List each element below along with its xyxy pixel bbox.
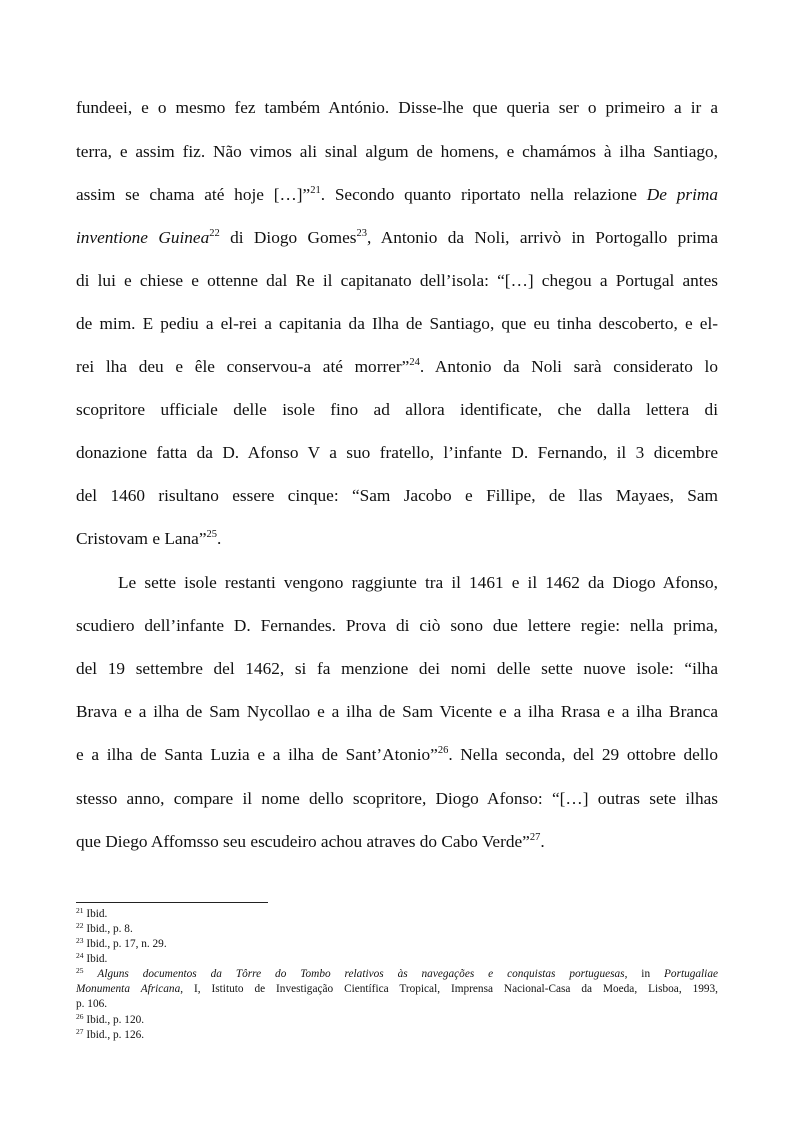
footnote — [76, 938, 718, 951]
text-run: que Diego Affomsso seu escudeiro achou atraves do Cabo Verde” — [76, 832, 530, 851]
text-run: . Antonio da Noli sarà considerato lo — [419, 357, 718, 376]
footnote-number: 23 — [76, 936, 84, 945]
text-run: scopritore ufficiale delle isole fino ad allora identificate, che dalla lettera di — [76, 400, 718, 419]
text-run: Ibid., p. 17, n. 29. — [86, 938, 167, 950]
text-run: donazione fatta da D. Afonso V a suo fratello, l’infante D. Fernando, il 3 dicembre — [76, 443, 718, 462]
italic-text: De prima — [646, 185, 719, 204]
footnote-ref: 26 — [437, 745, 449, 756]
text-run: stesso anno, compare il nome dello scopritore, Diogo Afonso: “[…] outras sete ilhas — [76, 789, 718, 808]
footnote-separator — [76, 902, 268, 903]
paragraph-line — [76, 355, 718, 379]
paragraph-line — [76, 398, 718, 422]
text-run: Ibid., p. 120. — [86, 1014, 145, 1026]
footnote-ref: 24 — [409, 357, 420, 368]
footnote — [76, 923, 718, 936]
text-run: Ibid., p. 126. — [86, 1029, 145, 1041]
text-run: de mim. E pediu a el-rei a capitania da Ilha de Santiago, que eu tinha descoberto, e el- — [76, 314, 718, 333]
paragraph-line — [76, 787, 718, 811]
footnote-ref: 23 — [356, 228, 367, 239]
footnote — [76, 998, 718, 1011]
text-run: assim se chama até hoje […]” — [76, 185, 311, 204]
italic-text: inventione Guinea — [76, 228, 210, 247]
text-run: scudiero dell’infante D. Fernandes. Prova di ciò sono due lettere regie: nella prima, — [76, 616, 718, 635]
footnote-ref: 25 — [206, 529, 218, 540]
paragraph-line — [76, 312, 718, 336]
footnote-ref: 27 — [529, 832, 541, 843]
italic-text: Alguns documentos da Tôrre do Tombo relativos às navegações e conquistas portuguesas — [97, 968, 625, 980]
text-run: del 1460 risultano essere cinque: “Sam Jacobo e Fillipe, de llas Mayaes, Sam — [76, 486, 718, 505]
paragraph-line — [76, 183, 718, 207]
paragraph-line — [76, 484, 718, 508]
text-run: . — [540, 832, 545, 851]
paragraph-line — [76, 614, 718, 638]
footnote — [76, 908, 718, 921]
paragraph-line — [76, 140, 718, 164]
text-run: p. 106. — [76, 998, 108, 1010]
text-run: Le sette isole restanti vengono raggiunte tra il 1461 e il 1462 da Diogo Afonso, — [118, 573, 718, 592]
text-run: Ibid. — [86, 908, 108, 920]
footnote-ref: 21 — [310, 185, 321, 196]
paragraph-line — [76, 743, 718, 767]
paragraph-line — [76, 226, 718, 250]
text-run: , Antonio da Noli, arrivò in Portogallo prima — [366, 228, 718, 247]
text-run: . Secondo quanto riportato nella relazione — [320, 185, 647, 204]
italic-text: Monumenta Africana — [76, 983, 181, 995]
footnote — [76, 983, 718, 996]
text-run: . Nella seconda, del 29 ottobre dello — [448, 745, 719, 764]
footnote-number: 27 — [76, 1027, 84, 1036]
footnote-number: 21 — [76, 906, 84, 915]
paragraph-line — [76, 441, 718, 465]
footnote-number: 22 — [76, 921, 84, 930]
text-run: rei lha deu e êle conservou-a até morrer” — [76, 357, 410, 376]
text-run: e a ilha de Santa Luzia e a ilha de Sant’Atonio” — [76, 745, 438, 764]
paragraph-line — [76, 527, 718, 551]
text-run: di lui e chiese e ottenne dal Re il capitanato dell’isola: “[…] chegou a Portugal antes — [76, 271, 718, 290]
italic-text: Portugaliae — [664, 968, 718, 980]
paragraph-line — [76, 96, 718, 120]
text-run: Ibid. — [86, 953, 108, 965]
text-run: del 19 settembre del 1462, si fa menzione dei nomi delle sette nuove isole: “ilha — [76, 659, 718, 678]
text-run: , in — [624, 968, 665, 980]
text-run: fundeei, e o mesmo fez também António. Disse-lhe que queria ser o primeiro a ir a — [76, 98, 718, 117]
footnote-number: 24 — [76, 951, 84, 960]
text-run: terra, e assim fiz. Não vimos ali sinal algum de homens, e chamámos à ilha Santiago, — [76, 142, 718, 161]
footnote — [76, 953, 718, 966]
text-run: di Diogo Gomes — [219, 228, 357, 247]
paragraph-line — [76, 657, 718, 681]
text-run: , I, Istituto de Investigação Científica Tropical, Imprensa Nacional-Casa da Moeda, Lisboa, 1993, — [180, 983, 718, 995]
footnote — [76, 968, 718, 981]
paragraph-line — [76, 830, 718, 854]
footnote — [76, 1014, 718, 1027]
footnote-ref: 22 — [209, 228, 220, 239]
text-run: Cristovam e Lana” — [76, 529, 207, 548]
footnote-number: 26 — [76, 1012, 84, 1021]
paragraph-line — [76, 700, 718, 724]
text-run: Ibid., p. 8. — [86, 923, 133, 935]
text-run: Brava e a ilha de Sam Nycollao e a ilha de Sam Vicente e a ilha Rrasa e a ilha Branca — [76, 702, 718, 721]
footnote — [76, 1029, 718, 1042]
paragraph-line — [76, 269, 718, 293]
paragraph-line — [118, 571, 718, 595]
text-run: . — [217, 529, 222, 548]
footnote-number: 25 — [76, 966, 84, 975]
